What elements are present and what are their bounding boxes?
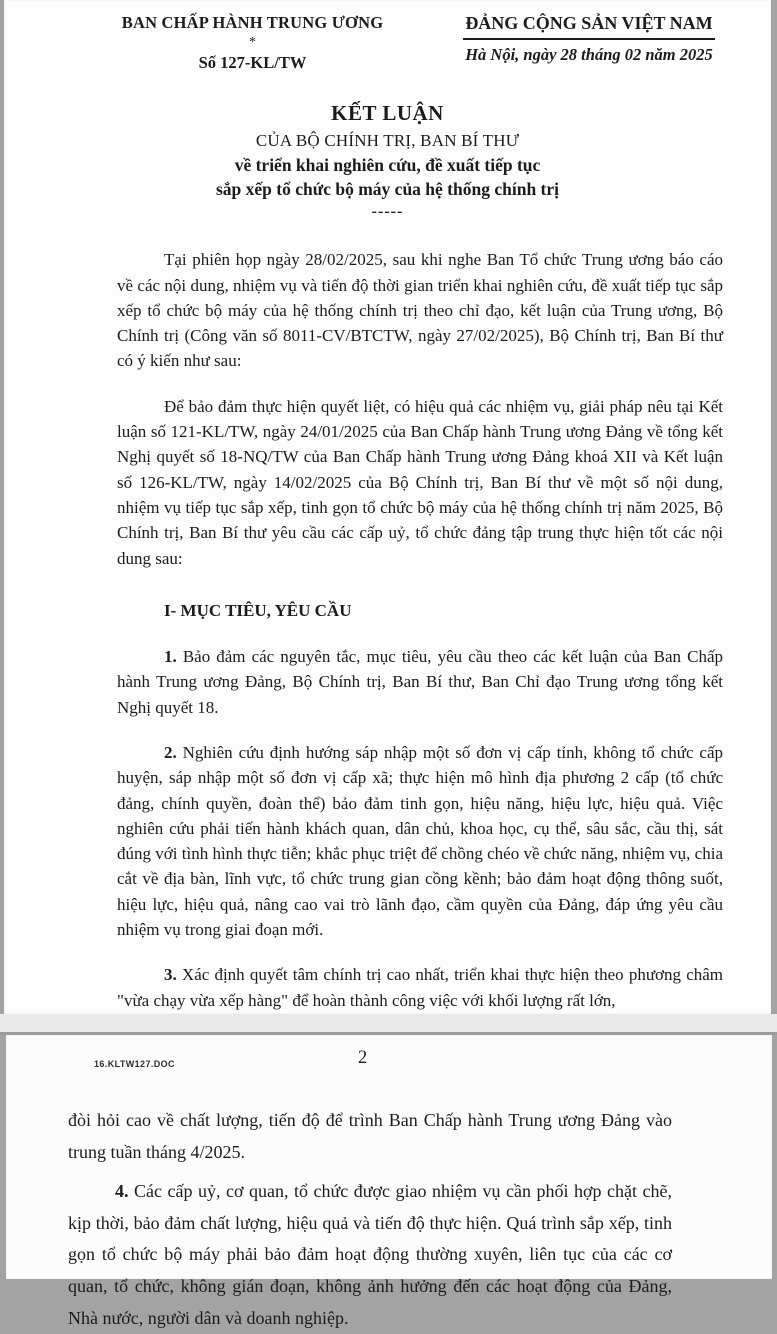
star-separator: * bbox=[249, 35, 256, 50]
section-heading-1: I- MỤC TIÊU, YÊU CẦU bbox=[164, 600, 352, 620]
item-4-text: Các cấp uỷ, cơ quan, tổ chức được giao nhiệm vụ cần phối hợp chặt chẽ, kịp thời, bảo đảm chất lượng, hiệu quả và tiến độ thực hiện. Quá trình sắp xếp, tinh gọn tổ chức bộ máy phải bảo đảm hoạt động thường xuyên, liên tục của các cơ quan, tổ chức, không gián đoạn, không ảnh hưởng đến các hoạt động của Đảng, Nhà nước, người dân và doanh nghiệp. bbox=[68, 1181, 672, 1328]
issuing-org: BAN CHẤP HÀNH TRUNG ƯƠNG bbox=[121, 13, 384, 32]
document-body-page-1 bbox=[117, 247, 723, 1013]
item-2-text: Nghiên cứu định hướng sáp nhập một số đơn vị cấp tỉnh, không tổ chức cấp huyện, sáp nhập một số đơn vị cấp xã; thực hiện mô hình địa phương 2 cấp (tổ chức đảng, chính quyền, đoàn thể) bảo đảm tinh gọn, hiệu năng, hiệu lực, hiệu quả. Việc nghiên cứu phải tiến hành khách quan, dân chủ, khoa học, cụ thể, sâu sắc, cầu thị, sát đúng với tình hình thực tiễn; khắc phục triệt để chồng chéo về chức năng, nhiệm vụ, chia cắt về địa bàn, lĩnh vực, tổ chức trung gian cồng kềnh; bảo đảm hoạt động thông suốt, hiệu lực, hiệu quả, nâng cao vai trò lãnh đạo, cầm quyền của Đảng, đáp ứng yêu cầu nhiệm vụ trong giai đoạn mới. bbox=[117, 743, 724, 940]
item-4 bbox=[68, 1176, 672, 1334]
national-heading-block bbox=[435, 13, 743, 73]
page-number: 2 bbox=[358, 1048, 368, 1068]
paragraph-intro: Tại phiên họp ngày 28/02/2025, sau khi nghe Ban Tổ chức Trung ương báo cáo về các nội dung, nhiệm vụ và tiến độ thời gian triển khai nghiên cứu, đề xuất tiếp tục sắp xếp tổ chức bộ máy của hệ thống chính trị theo chỉ đạo, kết luận của Trung ương, Bộ Chính trị (Công văn số 8011-CV/BTCTW, ngày 27/02/2025), Bộ Chính trị, Ban Bí thư có ý kiến như sau: bbox=[117, 250, 723, 371]
document-title-block bbox=[4, 100, 771, 222]
item-1-number: 1. bbox=[164, 647, 177, 667]
item-3-number: 3. bbox=[164, 965, 177, 985]
item-1 bbox=[117, 644, 723, 720]
page-gap bbox=[0, 1014, 777, 1035]
document-number: Số 127-KL/TW bbox=[198, 53, 307, 72]
party-name: ĐẢNG CỘNG SẢN VIỆT NAM bbox=[463, 13, 714, 40]
item-3-continuation: đòi hỏi cao về chất lượng, tiến độ để trình Ban Chấp hành Trung ương Đảng vào trung tuần tháng 4/2025. bbox=[68, 1110, 672, 1162]
issuing-body-block bbox=[80, 13, 425, 73]
title-separator: ----- bbox=[371, 203, 404, 221]
item-3-text: Xác định quyết tâm chính trị cao nhất, triển khai thực hiện theo phương châm "vừa chạy vừa xếp hàng" để hoàn thành công việc với khối lượng rất lớn, bbox=[117, 965, 724, 1010]
scanned-page-1 bbox=[4, 0, 771, 1014]
title-authority: CỦA BỘ CHÍNH TRỊ, BAN BÍ THƯ bbox=[255, 131, 520, 151]
document-body-page-2 bbox=[68, 1105, 672, 1334]
document-file-id: 16.KLTW127.DOC bbox=[94, 1059, 175, 1069]
place-dateline: Hà Nội, ngày 28 tháng 02 năm 2025 bbox=[465, 45, 713, 64]
scanned-page-2 bbox=[6, 1035, 772, 1328]
item-2 bbox=[117, 740, 723, 942]
item-3 bbox=[117, 962, 723, 1013]
title-subject-2: sắp xếp tổ chức bộ máy của hệ thống chính trị bbox=[215, 179, 560, 200]
item-4-number: 4. bbox=[115, 1181, 129, 1202]
title-subject-1: về triển khai nghiên cứu, đề xuất tiếp tục bbox=[234, 154, 541, 175]
title-main: KẾT LUẬN bbox=[331, 101, 444, 125]
item-2-number: 2. bbox=[164, 743, 177, 762]
item-1-text: Bảo đảm các nguyên tắc, mục tiêu, yêu cầu theo các kết luận của Ban Chấp hành Trung ương Đảng, Bộ Chính trị, Ban Bí thư, Ban Chỉ đạo Trung ương tổng kết Nghị quyết 18. bbox=[117, 647, 723, 717]
document-header bbox=[4, 0, 771, 73]
paragraph-context: Để bảo đảm thực hiện quyết liệt, có hiệu quả các nhiệm vụ, giải pháp nêu tại Kết luận số 121-KL/TW, ngày 24/01/2025 của Ban Chấp hành Trung ương Đảng về tổng kết Nghị quyết số 18-NQ/TW của Ban Chấp hành Trung ương Đảng khoá XII và Kết luận số 126-KL/TW, ngày 14/02/2025 của Bộ Chính trị, Ban Bí thư về một số nội dung, nhiệm vụ tiếp tục sắp xếp, tinh gọn tổ chức bộ máy của hệ thống chính trị năm 2025, Bộ Chính trị, Ban Bí thư yêu cầu các cấp uỷ, tổ chức đảng tập trung thực hiện tốt các nội dung sau: bbox=[117, 396, 723, 568]
